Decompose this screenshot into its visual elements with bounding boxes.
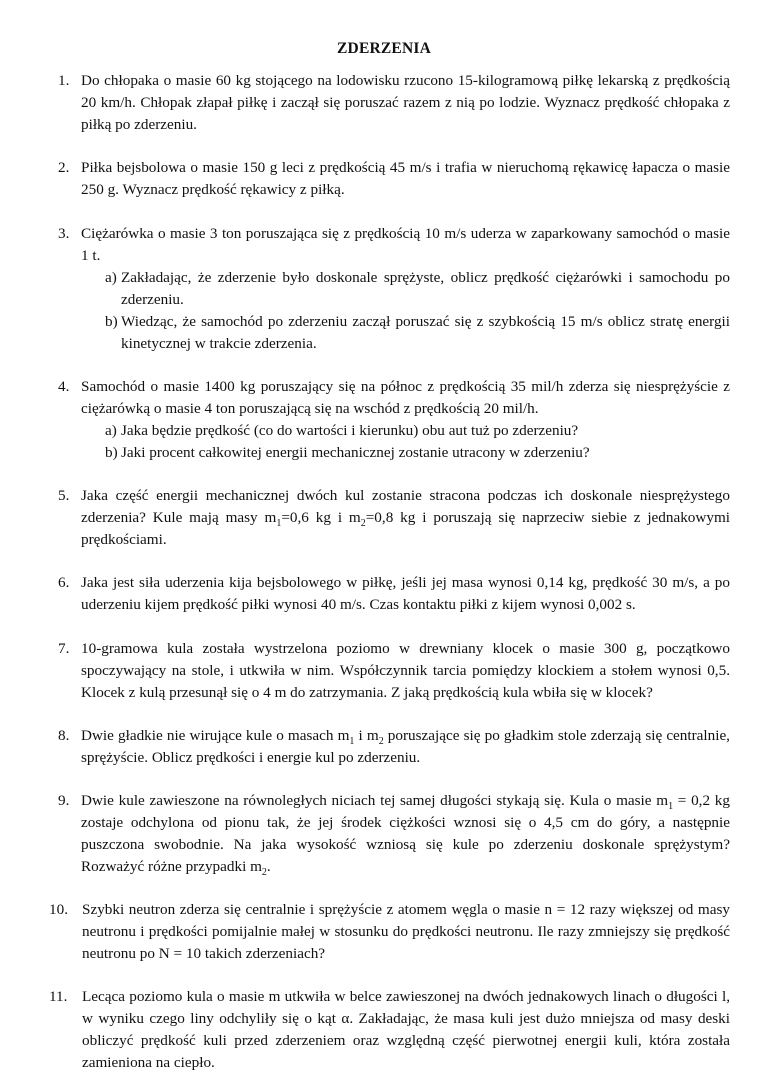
problem-number: 7. bbox=[58, 640, 70, 657]
problem-1 bbox=[58, 70, 730, 136]
problem-number: 6. bbox=[58, 574, 70, 591]
document-title: ZDERZENIA bbox=[337, 40, 431, 57]
problem-6 bbox=[58, 572, 730, 616]
problem-10 bbox=[49, 899, 730, 965]
problem-text: Samochód o masie 1400 kg poruszający się na północ z prędkością 35 mil/h zderza się niesprężyście z ciężarówką o masie 4 ton poruszającą się na wschód z prędkością 20 mil/h. bbox=[81, 378, 730, 417]
problem-text: Szybki neutron zderza się centralnie i sprężyście z atomem węgla o masie n = 12 razy większej od masy neutronu i prędkości pomijalnie małej w stosunku do prędkości neutronu. Ile razy zmniejszy się prędkość neutronu po N = 10 takich zderzeniach? bbox=[82, 901, 730, 962]
subquestion-letter: b) bbox=[105, 444, 118, 461]
subquestion-text: Jaki procent całkowitej energii mechanicznej zostanie utracony w zderzeniu? bbox=[121, 444, 590, 461]
subquestion-a bbox=[105, 267, 730, 311]
problem-number: 2. bbox=[58, 159, 70, 176]
problem-11 bbox=[49, 986, 730, 1074]
problem-3 bbox=[58, 223, 730, 355]
problem-text: Jaka część energii mechanicznej dwóch kul zostanie stracona podczas ich doskonale niesprężystego zderzenia? Kule mają masy $m_1=0,6$ kg i $m_2=0,8$ kg i poruszają się naprzeciw siebie z jednakowymi prędkościami. bbox=[81, 487, 730, 548]
problem-9 bbox=[58, 790, 730, 878]
subquestion-text: Jaka będzie prędkość (co do wartości i kierunku) obu aut tuż po zderzeniu? bbox=[121, 422, 579, 439]
problem-number: 11. bbox=[49, 988, 68, 1005]
problem-7 bbox=[58, 638, 730, 704]
problem-2 bbox=[58, 157, 730, 201]
subquestion-list bbox=[81, 267, 730, 355]
problem-number: 1. bbox=[58, 72, 70, 89]
problem-text: Do chłopaka o masie 60 kg stojącego na lodowisku rzucono 15-kilogramową piłkę lekarską z prędkością 20 km/h. Chłopak złapał piłkę i zaczął się poruszać razem z nią po lodzie. Wyznacz prędkość chłopaka z piłką po zderzeniu. bbox=[81, 72, 730, 133]
problem-number: 10. bbox=[49, 901, 68, 918]
problem-text: Piłka bejsbolowa o masie 150 g leci z prędkością 45 m/s i trafia w nieruchomą rękawicę łapacza o masie 250 g. Wyznacz prędkość rękawicy z piłką. bbox=[81, 159, 730, 198]
problem-4 bbox=[58, 376, 730, 464]
problem-text: Ciężarówka o masie 3 ton poruszająca się z prędkością 10 m/s uderza w zaparkowany samochód o masie 1 t. bbox=[81, 225, 730, 264]
problem-list bbox=[49, 70, 730, 1074]
problem-text: Jaka jest siła uderzenia kija bejsbolowego w piłkę, jeśli jej masa wynosi 0,14 kg, prędkość 30 m/s, a po uderzeniu kijem prędkość piłki wynosi 40 m/s. Czas kontaktu piłki z kijem wynosi 0,002 s. bbox=[81, 574, 730, 613]
problem-text: 10-gramowa kula została wystrzelona poziomo w drewniany klocek o masie 300 g, początkowo spoczywający na stole, i utkwiła w nim. Współczynnik tarcia pomiędzy klockiem a stołem wynosi 0,5. Klocek z kulą przesunął się o 4 m do zatrzymania. Z jaką prędkością kula wbiła się w klocek? bbox=[81, 640, 730, 701]
subquestion-letter: a) bbox=[105, 269, 117, 286]
problem-number: 9. bbox=[58, 792, 70, 809]
problem-text: Dwie gładkie nie wirujące kule o masach $m_1$ i $m_2$ poruszające się po gładkim stole zderzają się centralnie, sprężyście. Oblicz prędkości i energie kul po zderzeniu. bbox=[81, 727, 730, 766]
subquestion-b bbox=[105, 311, 730, 355]
problem-number: 3. bbox=[58, 225, 70, 242]
problem-number: 5. bbox=[58, 487, 70, 504]
problem-number: 4. bbox=[58, 378, 70, 395]
problem-5 bbox=[58, 485, 730, 551]
subquestion-text: Zakładając, że zderzenie było doskonale sprężyste, oblicz prędkość ciężarówki i samochodu po zderzeniu. bbox=[121, 269, 730, 308]
subquestion-a bbox=[105, 420, 730, 442]
problem-text: Lecąca poziomo kula o masie m utkwiła w belce zawieszonej na dwóch jednakowych linach o długości l, w wyniku czego liny odchyliły się o kąt α. Zakładając, że masa kuli jest dużo mniejsza od masy deski obliczyć prędkość kuli przed zderzeniem oraz względną część pierwotnej energii kuli, która została zamieniona na ciepło. bbox=[82, 988, 730, 1071]
subquestion-b bbox=[105, 442, 730, 464]
subquestion-text: Wiedząc, że samochód po zderzeniu zaczął poruszać się z szybkością 15 m/s oblicz stratę energii kinetycznej w trakcie zderzenia. bbox=[121, 313, 730, 352]
subquestion-list bbox=[81, 420, 730, 464]
subquestion-letter: a) bbox=[105, 422, 117, 439]
subquestion-letter: b) bbox=[105, 313, 118, 330]
problem-8 bbox=[58, 725, 730, 769]
problem-number: 8. bbox=[58, 727, 70, 744]
problem-text: Dwie kule zawieszone na równoległych niciach tej samej długości stykają się. Kula o masie $m_1 = 0,2$ kg zostaje odchylona od pionu tak, że jej środek ciężkości wznosi się o 4,5 cm do góry, a następnie puszczona swobodnie. Na jaka wysokość wzniosą się kule po zderzeniu doskonale sprężystym? Rozważyć różne przypadki $m_2$. bbox=[81, 792, 730, 879]
